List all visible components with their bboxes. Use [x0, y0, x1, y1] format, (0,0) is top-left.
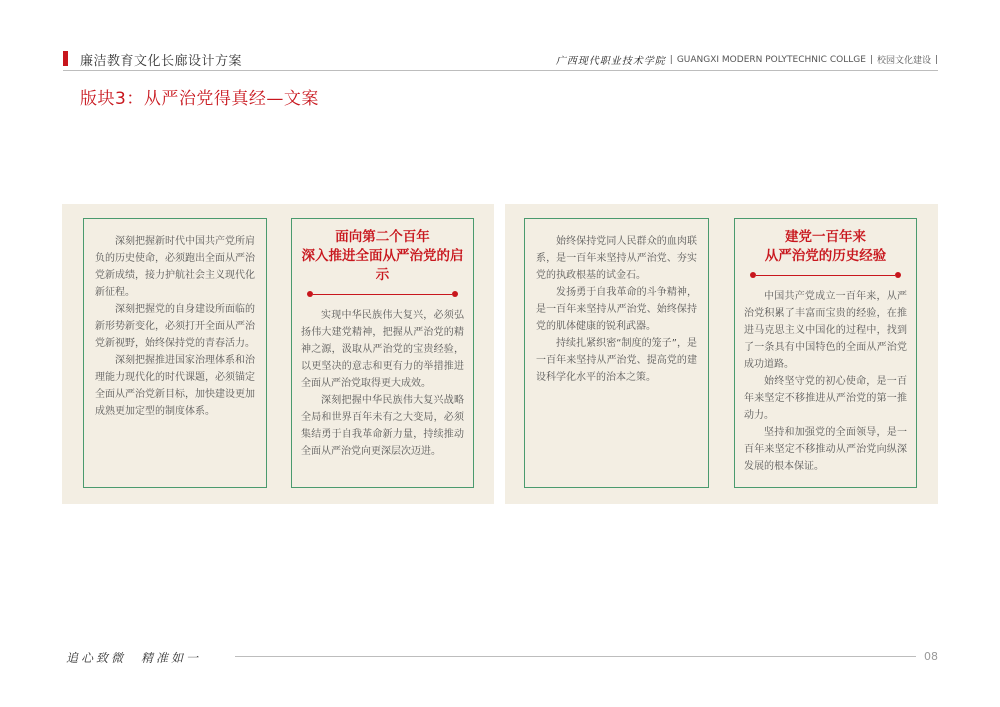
text-box-right-2-content — [738, 228, 913, 475]
paragraph: 始终坚守党的初心使命，是一百年来坚定不移推进从严治党的第一推动力。 — [744, 376, 907, 421]
header-separator: | — [669, 54, 673, 65]
school-name-en: GUANGXI MODERN POLYTECHNIC COLLGE — [676, 54, 866, 65]
paragraph: 始终保持党同人民群众的血肉联系，是一百年来坚持从严治党、夯实党的执政根基的试金石。 — [536, 236, 697, 281]
footer-divider — [235, 656, 916, 657]
box-heading-line2: 深入推进全面从严治党的启示 — [301, 248, 464, 283]
paragraph: 坚持和加强党的全面领导，是一百年来坚定不移推动从严治党向纵深发展的根本保证。 — [744, 427, 907, 472]
text-box-left-2-content — [295, 228, 470, 460]
header-separator: | — [869, 54, 873, 65]
paragraph: 深刻把握新时代中国共产党所肩负的历史使命，必须跑出全面从严治党新成绩，接力护航社会主义现代化新征程。 — [95, 236, 255, 298]
paragraph: 中国共产党成立一百年来，从严治党积累了丰富而宝贵的经验，在推进马克思主义中国化的过程中，找到了一条具有中国特色的全面从严治党成功道路。 — [744, 291, 907, 370]
paragraph: 深刻把握党的自身建设所面临的新形势新变化，必须打开全面从严治党新视野，始终保持党的青春活力。 — [95, 304, 255, 349]
paragraph: 深刻把握推进国家治理体系和治理能力现代化的时代课题，必须锚定全面从严治党新目标，加快建设更加成熟更加定型的制度体系。 — [95, 355, 255, 417]
panel-left — [62, 204, 494, 504]
department-label: 校园文化建设 — [876, 56, 931, 66]
document-title: 廉洁教育文化长廊设计方案 — [80, 54, 243, 69]
heading-divider — [303, 289, 462, 299]
paragraph: 持续扎紧织密“制度的笼子”，是一百年来坚持从严治党、提高党的建设科学化水平的治本之策。 — [536, 338, 697, 383]
box-body — [301, 307, 464, 460]
footer-slogan: 追心致微 精准如一 — [66, 651, 202, 665]
section-title: 版块3：从严治党得真经—文案 — [80, 89, 319, 109]
header-divider — [63, 70, 938, 71]
heading-divider — [746, 270, 905, 280]
header-separator: | — [934, 54, 938, 65]
paragraph: 实现中华民族伟大复兴，必须弘扬伟大建党精神，把握从严治党的精神之源，汲取从严治党的宝贵经验，以更坚决的意志和更有力的举措推进全面从严治党取得更大成效。 — [301, 310, 464, 389]
header-accent-bar — [63, 51, 68, 66]
panel-right — [505, 204, 938, 504]
paragraph: 发扬勇于自我革命的斗争精神，是一百年来坚持从严治党、始终保持党的肌体健康的锐利武器。 — [536, 287, 697, 332]
page-number: 08 — [924, 650, 938, 663]
box-heading-line1: 建党一百年来 — [785, 229, 866, 245]
box-heading-line2: 从严治党的历史经验 — [764, 248, 887, 264]
text-box-right-1-content — [536, 233, 697, 386]
box-body — [744, 288, 907, 475]
text-box-left-1-content — [95, 233, 255, 420]
header-school-info — [556, 52, 938, 67]
school-name-cn: 广西现代职业技术学院 — [555, 56, 666, 67]
box-heading-line1: 面向第二个百年 — [335, 229, 430, 245]
paragraph: 深刻把握中华民族伟大复兴战略全局和世界百年未有之大变局，必须集结勇于自我革命新力量，持续推动全面从严治党向更深层次迈进。 — [301, 395, 464, 457]
